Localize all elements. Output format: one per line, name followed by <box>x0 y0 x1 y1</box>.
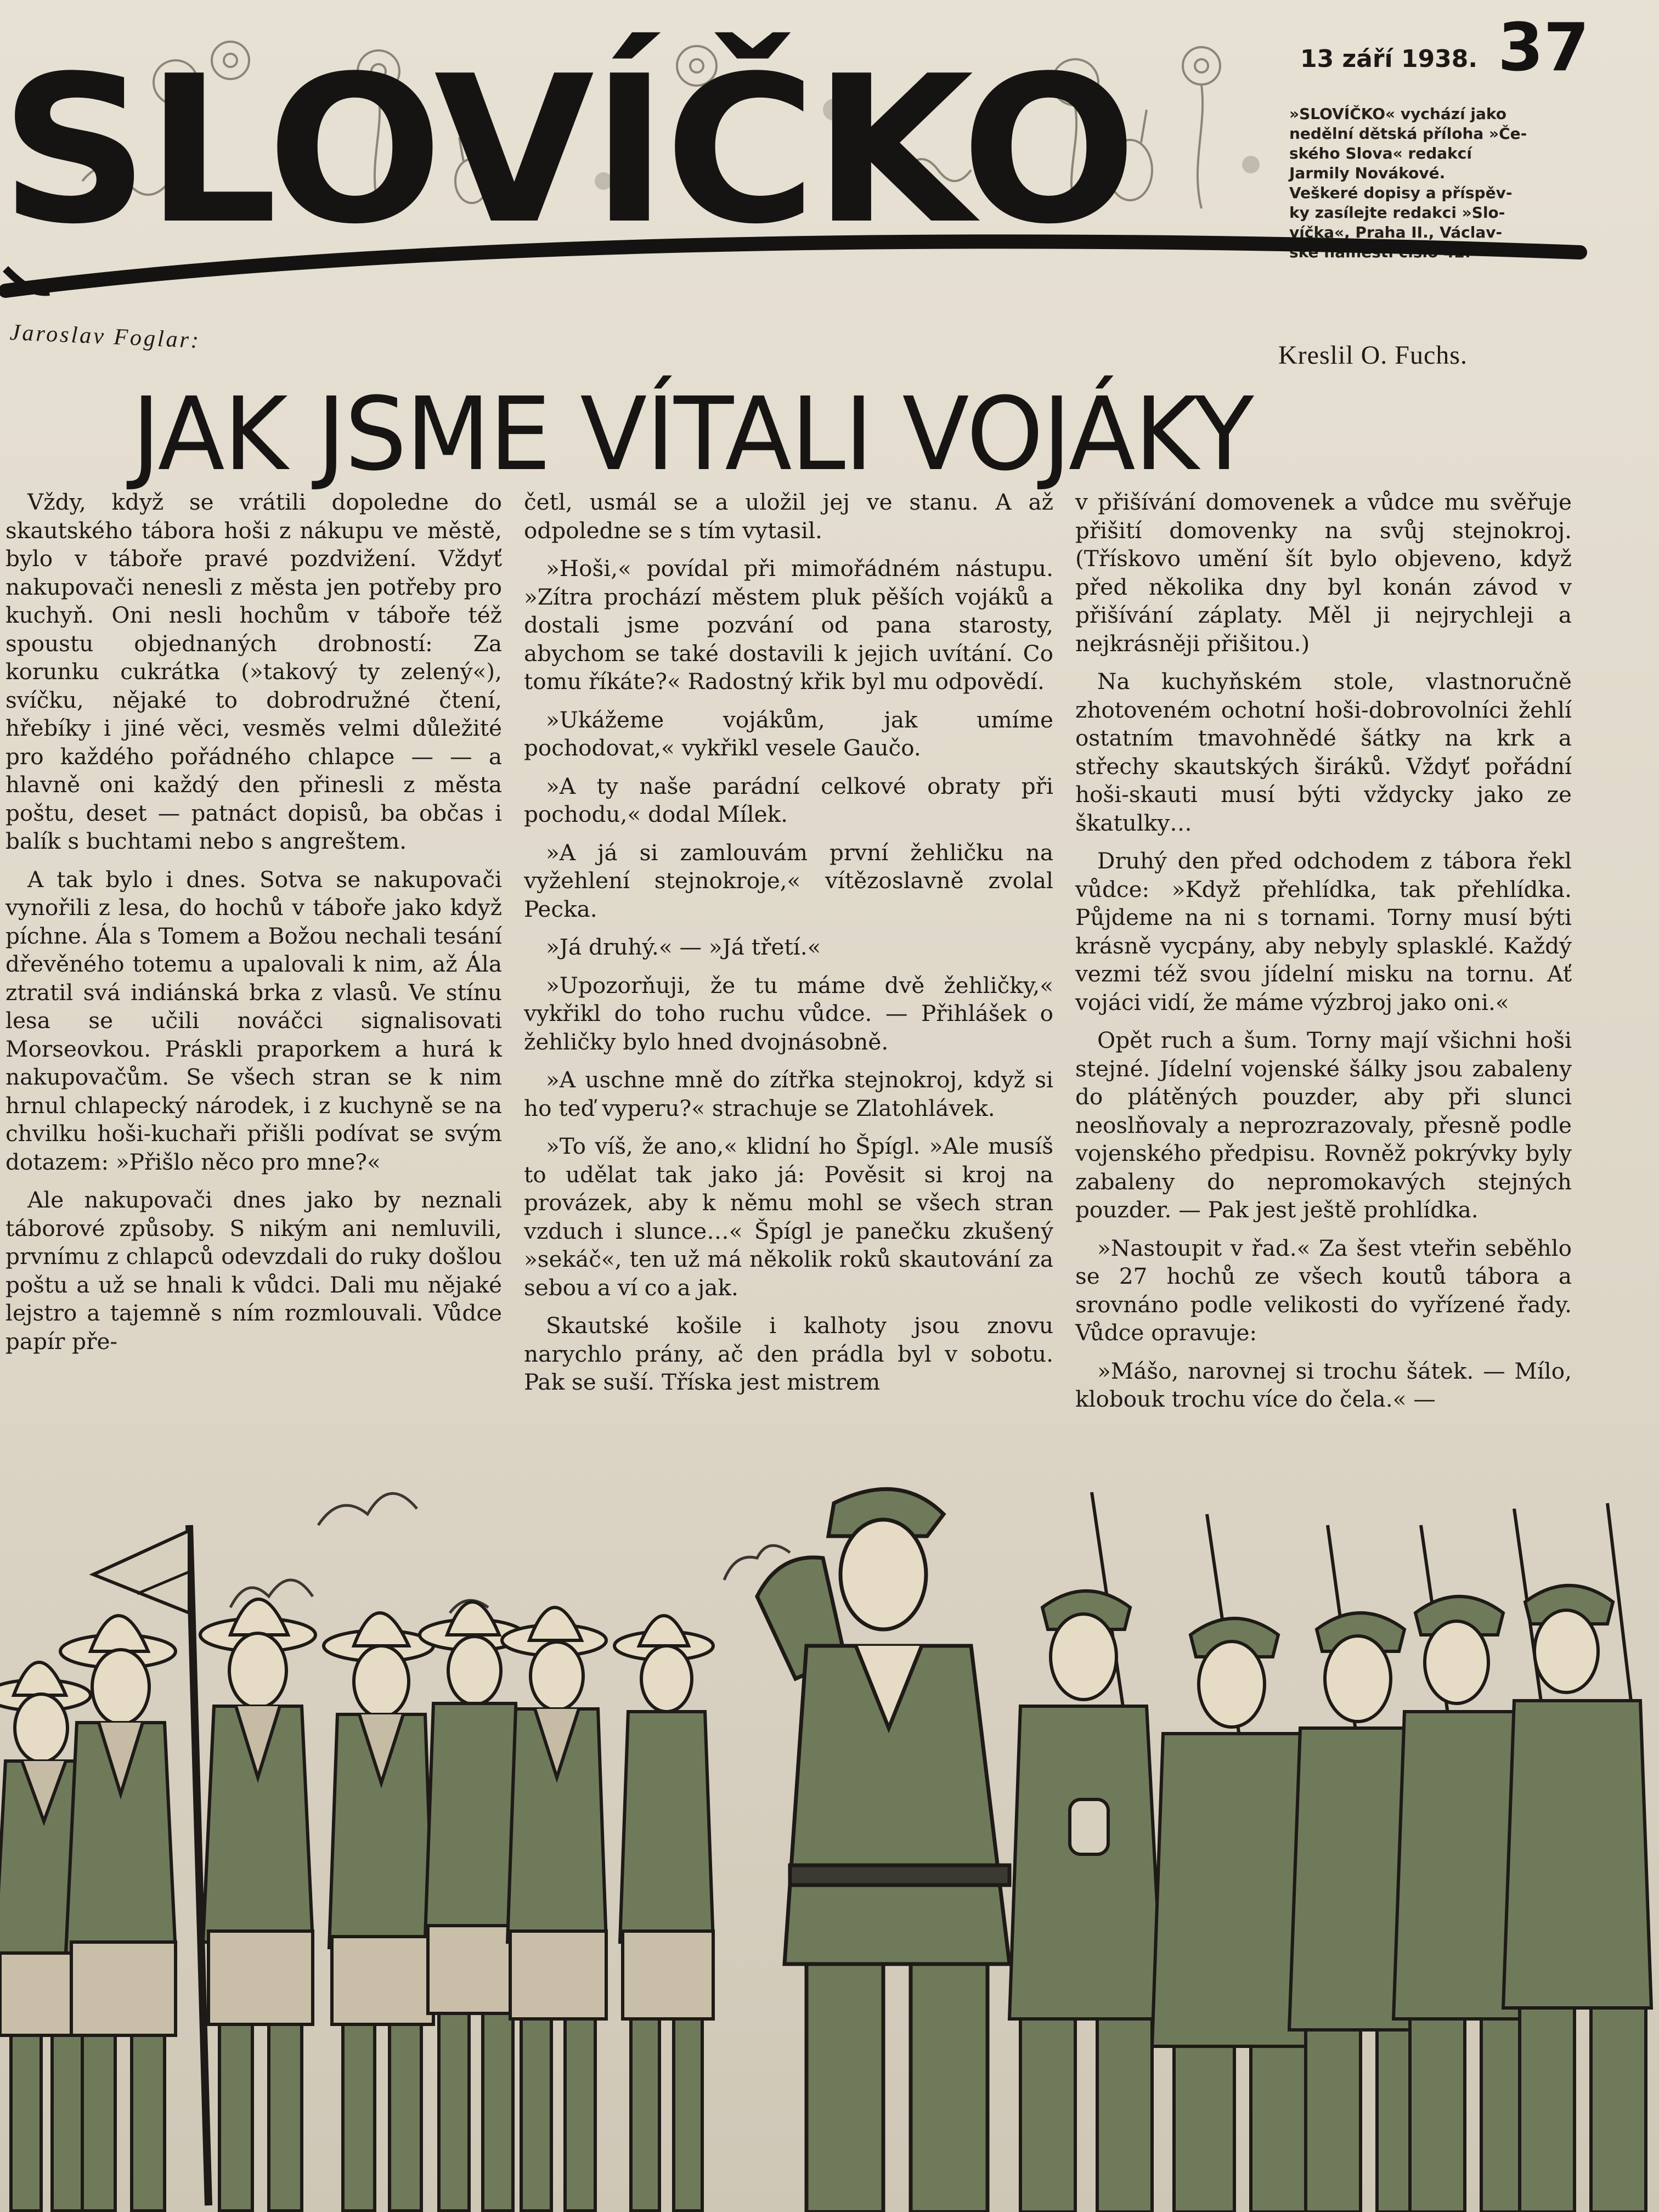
imprint-line: ského Slova« redakcí <box>1289 144 1472 162</box>
illustration-scouts-greeting-soldiers <box>0 1470 1659 2212</box>
paragraph: »Upozorňuji, že tu máme dvě žehličky,« vykřikl do toho ruchu vůdce. — Přihlášek o žehličky bylo hned dvojnásobně. <box>524 972 1053 1055</box>
paragraph: Druhý den před odchodem z tábora řekl vůdce: »Když přehlídka, tak přehlídka. Půjdeme na ni s tornami. Torny musí býti krásně vycpány, aby nebyly splasklé. Každý vezmi též svou jídelní misku na tornu. Ať vojáci vidí, že máme výzbroj jako oni.« <box>1075 848 1572 1015</box>
paragraph: »A ty naše parádní celkové obraty při pochodu,« dodal Mílek. <box>524 772 1053 827</box>
paragraph: Skautské košile i kalhoty jsou znovu narychlo prány, ač den prádla byl v sobotu. Pak se suší. Tříska jest mistrem <box>524 1312 1053 1395</box>
illustrator-credit: Kreslil O. Fuchs. <box>1278 341 1468 370</box>
paragraph: »Nastoupit v řad.« Za šest vteřin seběhlo se 27 hochů ze všech koutů tábora a srovnáno podle velikosti do vyřízené řady. Vůdce opravuje: <box>1075 1234 1572 1346</box>
paragraph: »Mášo, narovnej si trochu šátek. — Mílo, klobouk trochu více do čela.« — <box>1075 1357 1572 1412</box>
article-headline: JAK JSME VÍTALI VOJÁKY <box>132 376 1253 493</box>
paragraph: »Hoši,« povídal při mimořádném nástupu. »Zítra prochází městem pluk pěších vojáků a dostali jsme pozvání od pana starosty, abychom se také dostavili k jejich uvítání. Co tomu říkáte?« Radostný křik byl mu odpovědí. <box>524 555 1053 695</box>
masthead-logo: SLOVÍČKO <box>0 33 1134 269</box>
text-column-3 <box>1075 488 1572 1424</box>
paragraph: »Ukážeme vojákům, jak umíme pochodovat,« vykřikl vesele Gaučo. <box>524 706 1053 761</box>
imprint-line: Veškeré dopisy a příspěv- <box>1289 184 1513 202</box>
imprint-line: ské náměstí číslo 42. <box>1289 243 1471 261</box>
imprint-line: víčka«, Praha II., Václav- <box>1289 223 1503 241</box>
paragraph: Ale nakupovači dnes jako by neznali táborové způsoby. S nikým ani nemluvili, prvnímu z chlapců odevzdali do ruky došlou poštu a už se hnali k vůdci. Dali mu nějaké lejstro a tajemně s ním rozmlouvali. Vůdce papír pře- <box>5 1187 502 1355</box>
text-column-1 <box>5 488 502 1365</box>
paragraph: Opět ruch a šum. Torny mají všichni hoši stejné. Jídelní vojenské šálky jsou zabaleny do plátěných pouzder, aby při slunci neoslňovaly a neprozrazovaly, přesně podle vojenského předpisu. Rovněž pokrývky byly zabaleny do nepromokavých stejných pouzder. — Pak jest ještě prohlídka. <box>1075 1027 1572 1223</box>
imprint-line: Jarmily Novákové. <box>1289 164 1446 182</box>
paragraph: v přišívání domovenek a vůdce mu svěřuje přišití domovenky na svůj stejnokroj. (Třískovo umění šít bylo objeveno, když před několika dny byl konán závod v přišívání záplaty. Měl ji nejrychleji a nejkrásněji přišitou.) <box>1075 489 1572 657</box>
imprint-line: nedělní dětská příloha »Če- <box>1289 125 1527 143</box>
paragraph: Vždy, když se vrátili dopoledne do skautského tábora hoši z nákupu ve městě, bylo v táboře pravé pozdvižení. Vždyť nakupovači nenesli z města jen potřeby pro kuchyň. Oni nesli hochům v táboře též spoustu objednaných drobností: Za korunku cukrátka (»takový ty zelený«), svíčku, nějaké to dobrodružné čtení, hřebíky i jiné věci, vesměs velmi důležité pro každého pořádného chlapce — — a hlavně oni každý den přinesli z města poštu, deset — patnáct dopisů, ba občas i balík s buchtami nebo s angreštem. <box>5 489 502 854</box>
author-byline: Jaroslav Foglar: <box>9 320 201 354</box>
paragraph: »Já druhý.« — »Já třetí.« <box>546 934 821 960</box>
text-column-2 <box>524 488 1053 1407</box>
issue-number: 37 <box>1498 10 1589 86</box>
paragraph: »To víš, že ano,« klidní ho Špígl. »Ale musíš to udělat tak jako já: Pověsit si kroj na provázek, aby k němu mohl se všech stran vzduch i slunce…« Špígl je panečku zkušený »sekáč«, ten už má několik roků skautování za sebou a ví co a jak. <box>524 1133 1053 1301</box>
imprint-line: ky zasílejte redakci »Slo- <box>1289 204 1505 222</box>
paragraph: četl, usmál se a uložil jej ve stanu. A až odpoledne se s tím vytasil. <box>524 489 1053 544</box>
imprint-line: »SLOVÍČKO« vychází jako <box>1289 105 1507 123</box>
paragraph: »A já si zamlouvám první žehličku na vyžehlení stejnokroje,« vítězoslavně zvolal Pecka. <box>524 839 1053 922</box>
paragraph: A tak bylo i dnes. Sotva se nakupovači vynořili z lesa, do hochů v táboře jako když píchne. Ála s Tomem a Božou nechali tesání dřevěného totemu a upalovali k nim, až Ála ztratil svá indiánská brka z vlasů. Ve stínu lesa se učili nováčci signalisovati Morseovkou. Práskli praporkem a hurá k nakupovačům. Se všech stran se k nim hrnul chlapecký národek, i z kuchyně se na chvilku hoši-kuchaři přišli podívat se svým dotazem: »Přišlo něco pro mne?« <box>5 866 502 1175</box>
masthead-swoosh-rule <box>0 219 1591 307</box>
masthead <box>0 0 1659 307</box>
paragraph: »A uschne mně do zítřka stejnokroj, když si ho teď vyperu?« strachuje se Zlatohlávek. <box>524 1066 1053 1121</box>
issue-date: 13 září 1938. <box>1300 45 1478 73</box>
paragraph: Na kuchyňském stole, vlastnoručně zhotoveném ochotní hoši-dobrovolníci žehlí ostatním tmavohnědé šátky na krk a střechy skautských širáků. Vždyť pořádní hoši-skauti musí býti vždycky jako ze škatulky… <box>1075 668 1572 836</box>
